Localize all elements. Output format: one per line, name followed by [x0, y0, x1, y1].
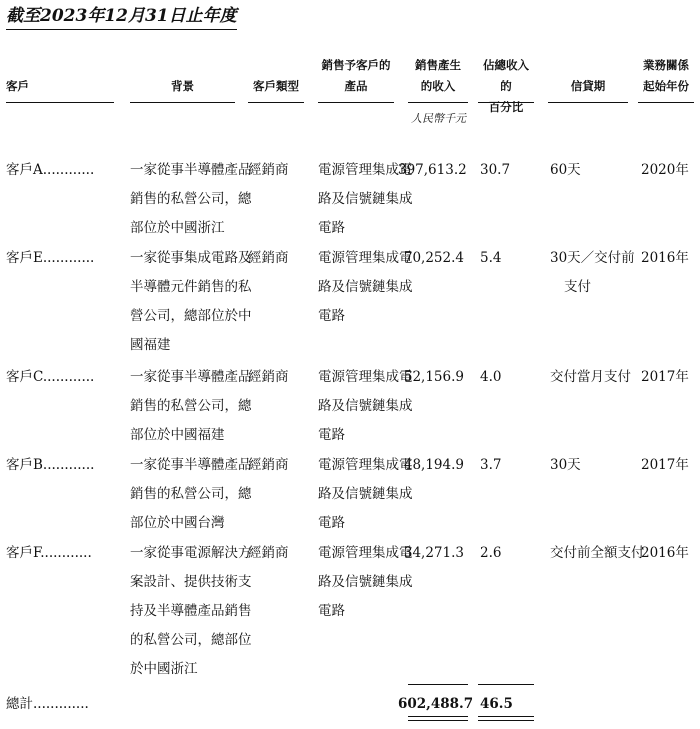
customer-name: 客戶B............	[6, 457, 95, 473]
customer-type: 經銷商	[248, 162, 289, 178]
header-rule-start-year	[638, 102, 694, 103]
customer-background: 一家從事半導體產品 銷售的私營公司，總 部位於中國福建	[130, 369, 252, 443]
header-customer: 客戶	[6, 79, 29, 93]
revenue-value: 70,252.4	[403, 250, 464, 266]
customer-type: 經銷商	[248, 457, 289, 473]
customer-name: 客戶F............	[6, 545, 92, 561]
total-label: 總計.............	[6, 696, 89, 712]
customer-name: 客戶A............	[6, 162, 95, 178]
revenue-value: 397,613.2	[398, 162, 467, 178]
customer-type: 經銷商	[248, 369, 289, 385]
customer-background: 一家從事電源解決方 案設計、提供技術支 持及半導體產品銷售 的私營公司，總部位 於中國浙江	[130, 545, 252, 677]
revenue-percentage: 5.4	[480, 250, 502, 266]
credit-period: 30天	[550, 457, 581, 473]
total-revenue: 602,488.7	[398, 696, 474, 712]
header-rule-background	[130, 102, 235, 103]
customer-background: 一家從事半導體產品 銷售的私營公司，總 部位於中國浙江	[130, 162, 252, 236]
credit-period: 交付前全額支付	[550, 545, 645, 561]
total-top-rule-pct	[478, 684, 534, 685]
products-sold: 電源管理集成電 路及信號鏈集成 電路	[318, 162, 413, 236]
header-rule-customer	[6, 102, 114, 103]
credit-period: 30天／交付前 支付	[550, 250, 635, 295]
page-title: 截至2023年12月31日止年度	[6, 5, 237, 30]
customer-type: 經銷商	[248, 545, 289, 561]
relationship-start-year: 2020年	[641, 162, 689, 178]
credit-period: 60天	[550, 162, 581, 178]
revenue-value: 52,156.9	[403, 369, 464, 385]
header-background: 背景	[171, 79, 194, 93]
total-percentage: 46.5	[480, 696, 513, 712]
header-rule-revenue	[408, 102, 468, 103]
customer-background: 一家從事集成電路及 半導體元件銷售的私 營公司，總部位於中 國福建	[130, 250, 252, 353]
customer-name: 客戶C............	[6, 369, 95, 385]
customer-name: 客戶E............	[6, 250, 95, 266]
products-sold: 電源管理集成電 路及信號鏈集成 電路	[318, 369, 413, 443]
header-type: 客戶類型	[253, 79, 299, 93]
revenue-percentage: 2.6	[480, 545, 502, 561]
total-top-rule-revenue	[408, 684, 468, 685]
revenue-value: 48,194.9	[403, 457, 464, 473]
products-sold: 電源管理集成電 路及信號鏈集成 電路	[318, 457, 413, 531]
credit-period: 交付當月支付	[550, 369, 631, 385]
revenue-percentage: 4.0	[480, 369, 502, 385]
header-rule-pct	[478, 102, 534, 103]
customer-background: 一家從事半導體產品 銷售的私營公司，總 部位於中國台灣	[130, 457, 252, 531]
unit-label: 人民幣千元	[411, 112, 466, 125]
total-double-rule-pct	[478, 716, 534, 721]
header-rule-products	[318, 102, 394, 103]
products-sold: 電源管理集成電 路及信號鏈集成 電路	[318, 545, 413, 619]
header-rule-type	[248, 102, 304, 103]
products-sold: 電源管理集成電 路及信號鏈集成 電路	[318, 250, 413, 324]
relationship-start-year: 2016年	[641, 545, 689, 561]
header-revenue: 銷售產生 的收入	[415, 58, 461, 93]
revenue-value: 34,271.3	[403, 545, 464, 561]
header-credit: 信貸期	[570, 79, 606, 93]
relationship-start-year: 2017年	[641, 369, 689, 385]
revenue-percentage: 3.7	[480, 457, 502, 473]
header-products: 銷售予客戶的 產品	[321, 58, 391, 93]
revenue-percentage: 30.7	[480, 162, 511, 178]
customer-type: 經銷商	[248, 250, 289, 266]
total-double-rule-revenue	[408, 716, 468, 721]
relationship-start-year: 2017年	[641, 457, 689, 473]
header-start-year: 業務關係 起始年份	[643, 58, 689, 93]
relationship-start-year: 2016年	[641, 250, 689, 266]
header-rule-credit	[548, 102, 628, 103]
header-pct: 佔總收入的 百分比	[483, 58, 529, 114]
